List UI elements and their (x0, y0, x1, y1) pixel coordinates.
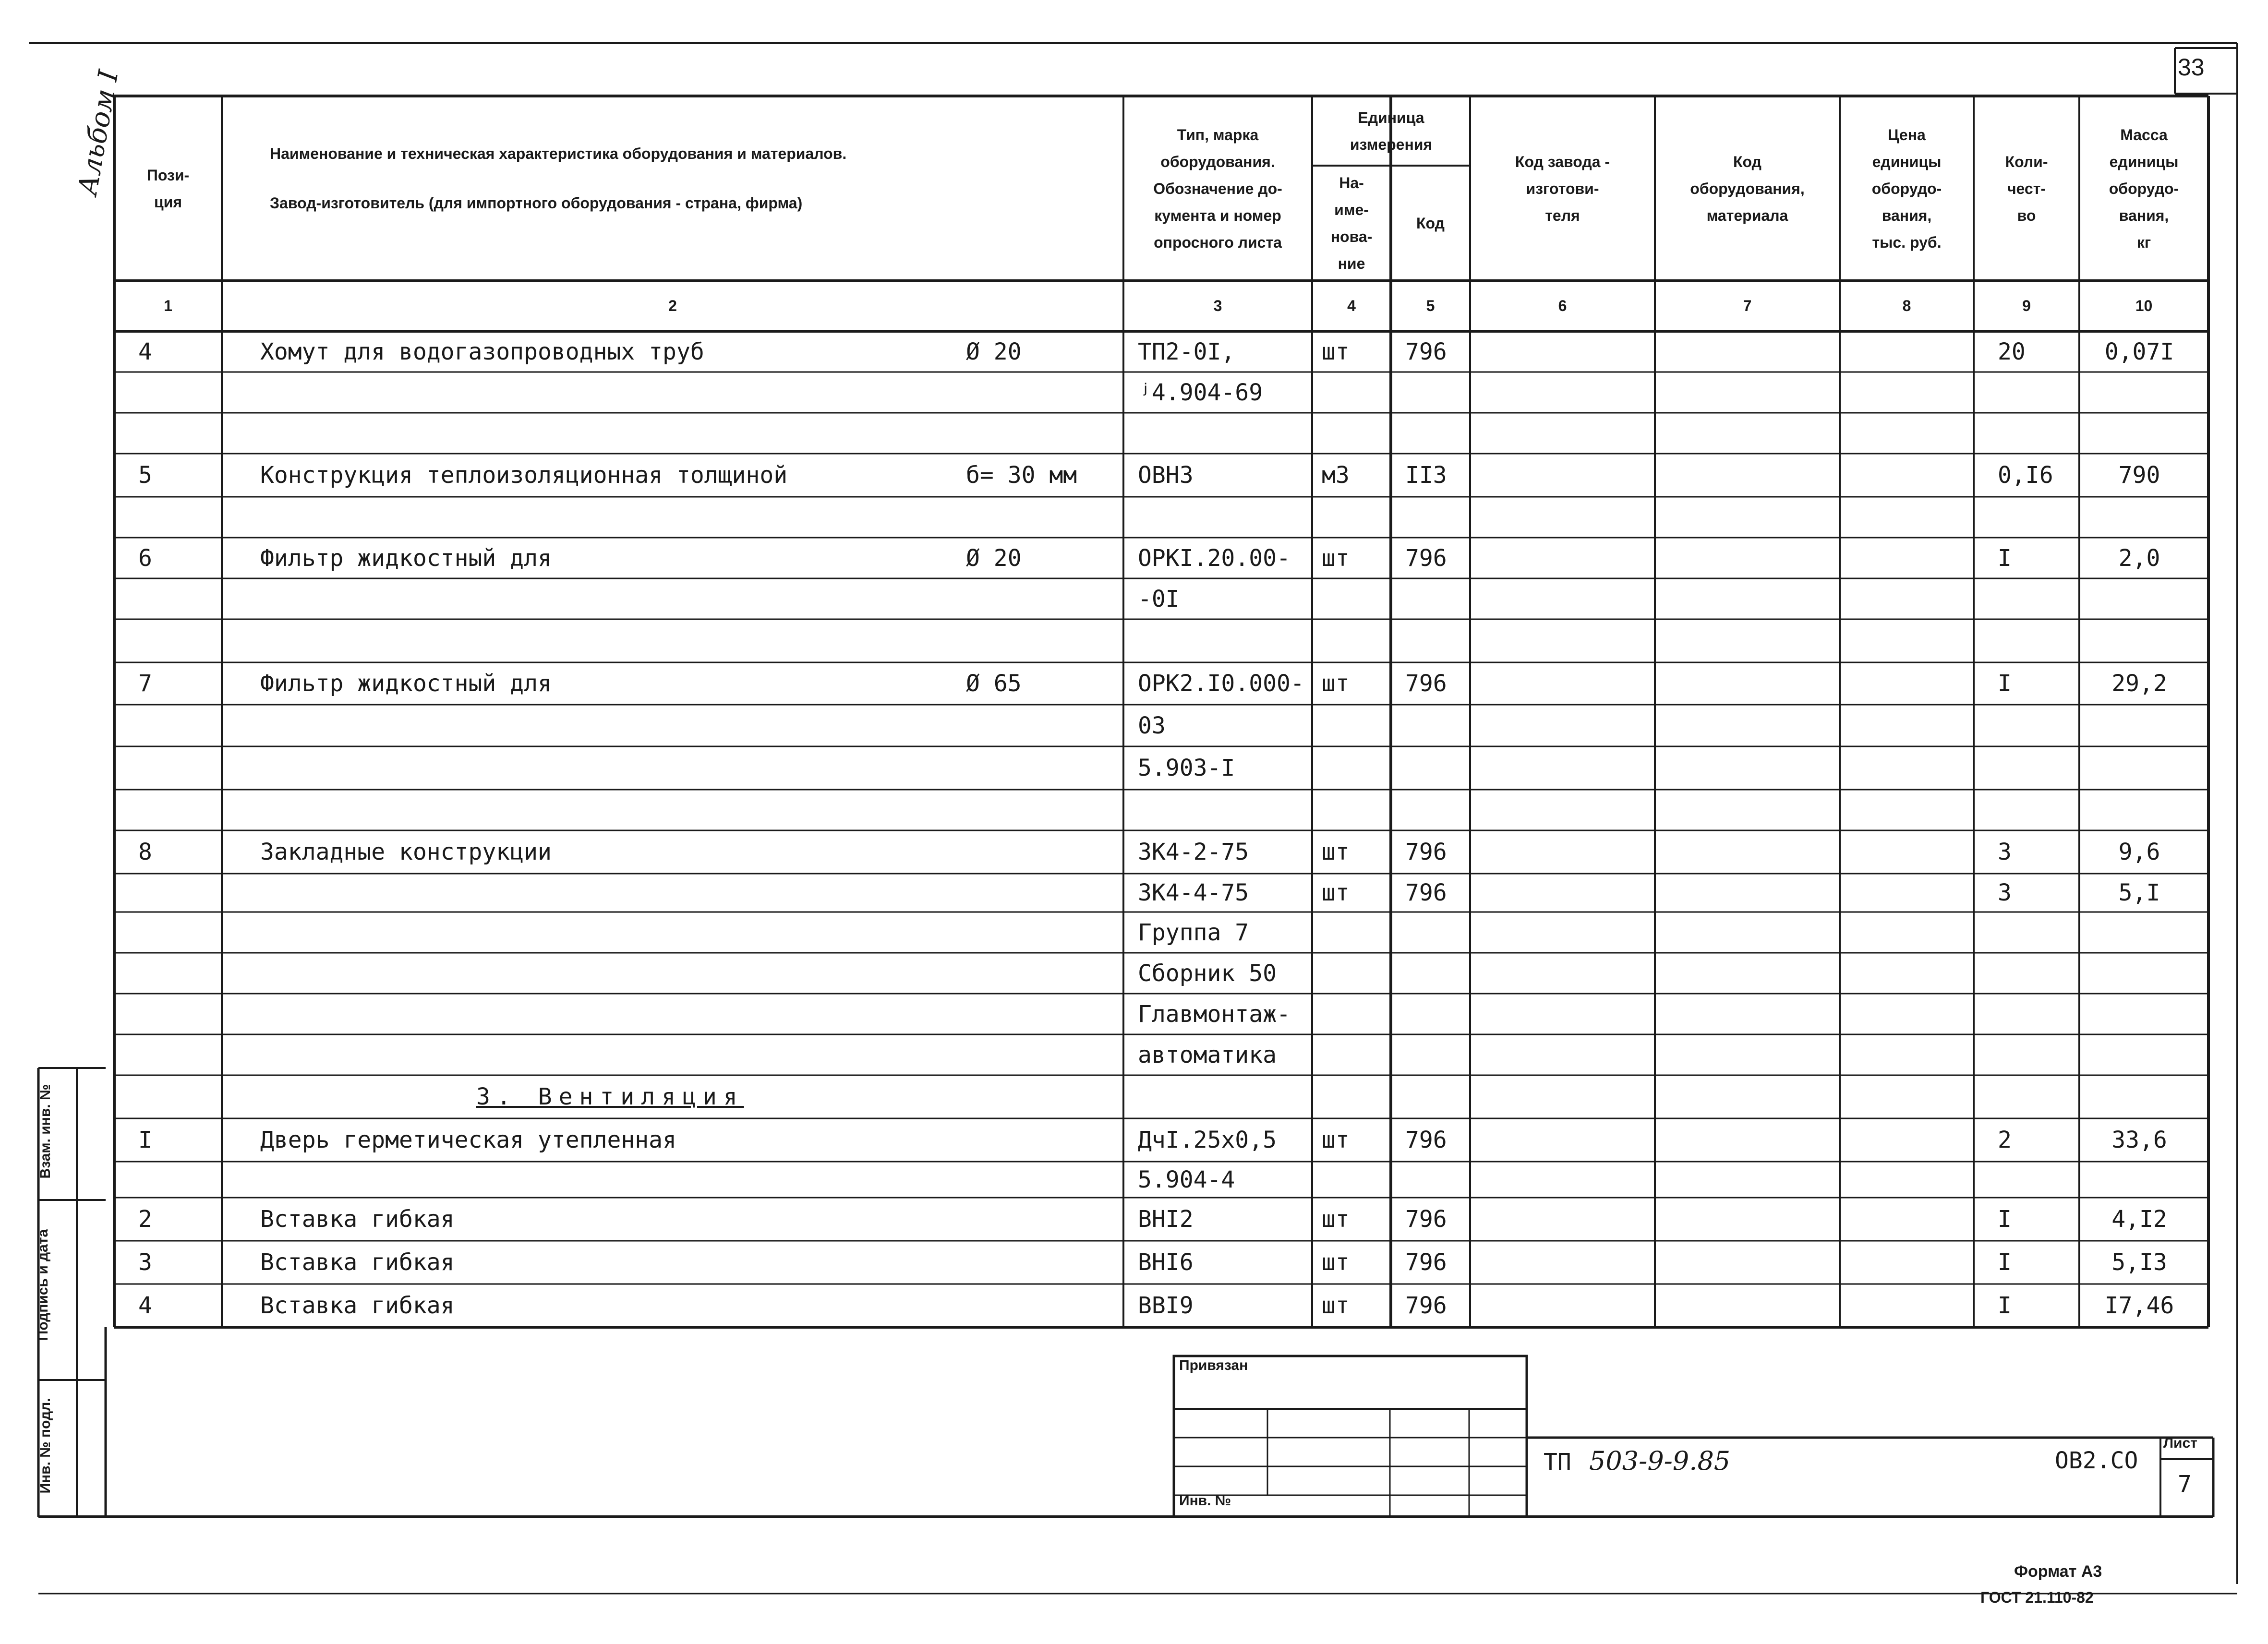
cell-quantity: I (1998, 1292, 2012, 1319)
header-price: Цена единицы оборудо- вания, тыс. руб. (1871, 126, 1942, 251)
cell-position: 5 (138, 462, 152, 489)
header-position: Пози- ция (146, 166, 190, 211)
cell-type: ДчI.25x0,5 (1138, 1127, 1277, 1153)
column-number: 8 (1902, 297, 1911, 314)
cell-quantity: I (1998, 670, 2012, 697)
cell-mass: 5,I3 (2111, 1249, 2167, 1276)
cell-quantity: I (1998, 1206, 2012, 1233)
cell-position: 6 (138, 544, 152, 572)
cell-mass: 2,0 (2118, 544, 2160, 572)
stamp-doc-code: ОВ2.СО (2055, 1447, 2138, 1474)
cell-mass: 29,2 (2111, 670, 2167, 697)
column-number: 3 (1213, 297, 1222, 314)
column-number: 4 (1347, 297, 1356, 314)
cell-type: ВНI6 (1138, 1249, 1194, 1276)
cell-type: Группа 7 (1138, 919, 1249, 946)
cell-name: Вставка гибкая (260, 1249, 455, 1276)
cell-type: автоматика (1138, 1041, 1277, 1068)
cell-name: Фильтр жидкостный для (260, 544, 552, 572)
column-number: 2 (668, 297, 677, 314)
cell-name: Закладные конструкции (260, 839, 552, 865)
cell-type: ВНI2 (1138, 1206, 1194, 1233)
cell-unit-code: 796 (1405, 1249, 1447, 1276)
cell-size: Ø 65 (966, 670, 1022, 697)
side-label-inv-podl: Инв. № подл. (37, 1398, 53, 1494)
side-label-vzam: Взам. инв. № (37, 1084, 53, 1179)
cell-mass: 0,07I (2104, 338, 2174, 365)
cell-size: Ø 20 (966, 338, 1022, 365)
stamp-privyazan: Привязан (1179, 1357, 1248, 1373)
cell-name: Фильтр жидкостный для (260, 670, 552, 697)
cell-size: Ø 20 (966, 544, 1022, 572)
header-type: Тип, марка оборудования. Обозначение до- кумента и номер опросного листа (1153, 126, 1282, 251)
section-title: 3. Вентиляция (476, 1083, 744, 1110)
header-unit-code: Код (1416, 215, 1445, 232)
cell-mass: 5,I (2118, 879, 2160, 906)
cell-type: 5.903-I (1138, 755, 1235, 781)
cell-type: ЗК4-2-75 (1138, 839, 1249, 865)
cell-quantity: I (1998, 1249, 2012, 1276)
cell-type: 5.904-4 (1138, 1166, 1235, 1193)
stamp-list-number: 7 (2178, 1471, 2192, 1498)
header-unit-name: На- име- нова- ние (1330, 174, 1373, 272)
cell-quantity: 2 (1998, 1127, 2012, 1153)
cell-mass: 4,I2 (2111, 1206, 2167, 1233)
cell-type: ʲ4.904-69 (1138, 379, 1263, 406)
cell-unit: шт (1322, 544, 1350, 572)
cell-unit-code: 796 (1405, 338, 1447, 365)
header-name-1: Наименование и техническая характеристика оборудования и материалов. (270, 145, 847, 162)
cell-unit: шт (1322, 670, 1350, 697)
column-number: 1 (164, 297, 172, 314)
cell-name: Дверь герметическая утепленная (260, 1127, 676, 1153)
header-mass: Масса единицы оборудо- вания, кг (2109, 126, 2179, 251)
cell-unit: мЗ (1322, 462, 1350, 489)
cell-name: Хомут для водогазопроводных труб (260, 338, 704, 365)
cell-mass: 9,6 (2118, 839, 2160, 865)
cell-quantity: I (1998, 544, 2012, 572)
cell-position: 4 (138, 338, 152, 365)
cell-name: Конструкция теплоизоляционная толщиной (260, 462, 788, 489)
cell-type: ВВI9 (1138, 1292, 1194, 1319)
cell-position: 2 (138, 1206, 152, 1233)
cell-unit-code: 796 (1405, 1206, 1447, 1233)
cell-quantity: 3 (1998, 879, 2012, 906)
cell-unit: шт (1322, 1292, 1350, 1319)
cell-position: I (138, 1127, 152, 1153)
sheet-number-corner: 33 (2178, 54, 2205, 81)
cell-unit-code: 796 (1405, 544, 1447, 572)
header-quantity: Коли- чест- во (2005, 153, 2048, 224)
cell-type: ОВНЗ (1138, 462, 1194, 489)
cell-position: 7 (138, 670, 152, 697)
stamp-list-label: Лист (2163, 1435, 2197, 1451)
cell-unit: шт (1322, 338, 1350, 365)
cell-unit: шт (1322, 1206, 1350, 1233)
column-number: 7 (1743, 297, 1752, 314)
cell-unit: шт (1322, 839, 1350, 865)
cell-type: -0I (1138, 585, 1180, 612)
cell-quantity: 20 (1998, 338, 2026, 365)
cell-type: 03 (1138, 712, 1166, 739)
cell-unit-code: II3 (1405, 462, 1447, 489)
column-number: 5 (1426, 297, 1435, 314)
footer-format: Формат А3 (2014, 1562, 2102, 1581)
cell-position: 4 (138, 1292, 152, 1319)
cell-unit-code: 796 (1405, 1127, 1447, 1153)
column-number: 6 (1558, 297, 1567, 314)
cell-unit-code: 796 (1405, 1292, 1447, 1319)
album-mark: Альбом I (72, 68, 125, 198)
cell-position: 3 (138, 1249, 152, 1276)
footer-gost: ГОСТ 21.110-82 (1980, 1589, 2094, 1606)
cell-unit: шт (1322, 879, 1350, 906)
cell-mass: I7,46 (2104, 1292, 2174, 1319)
cell-type: ОРК2.I0.000- (1138, 670, 1304, 697)
stamp-tp-number: 503-9-9.85 (1589, 1446, 1731, 1476)
cell-mass: 33,6 (2111, 1127, 2167, 1153)
cell-type: ОРКI.20.00- (1138, 544, 1291, 572)
column-number: 10 (2135, 297, 2153, 314)
cell-type: Главмонтаж- (1138, 1000, 1291, 1028)
side-label-podpis: Подпись и дата (35, 1229, 51, 1341)
header-factory-code: Код завода - изготови- теля (1515, 153, 1610, 224)
cell-unit-code: 796 (1405, 879, 1447, 906)
cell-name: Вставка гибкая (260, 1292, 455, 1319)
header-name-2: Завод-изготовитель (для импортного оборудования - страна, фирма) (270, 194, 803, 212)
cell-type: Сборник 50 (1138, 960, 1277, 987)
cell-mass: 790 (2118, 462, 2160, 489)
cell-unit: шт (1322, 1249, 1350, 1276)
cell-quantity: 3 (1998, 839, 2012, 865)
header-unit-group: Единица измерения (1350, 108, 1433, 153)
cell-quantity: 0,I6 (1998, 462, 2053, 489)
cell-size: б= 30 мм (966, 462, 1077, 489)
cell-unit-code: 796 (1405, 670, 1447, 697)
stamp-inv-no: Инв. № (1179, 1493, 1231, 1509)
column-number: 9 (2022, 297, 2031, 314)
cell-type: ТП2-0I, (1138, 338, 1235, 365)
header-equipment-code: Код оборудования, материала (1690, 153, 1805, 224)
cell-type: ЗК4-4-75 (1138, 879, 1249, 906)
cell-name: Вставка гибкая (260, 1206, 455, 1233)
cell-unit: шт (1322, 1127, 1350, 1153)
cell-position: 8 (138, 839, 152, 865)
stamp-tp-prefix: ТП (1544, 1449, 1571, 1476)
cell-unit-code: 796 (1405, 839, 1447, 865)
